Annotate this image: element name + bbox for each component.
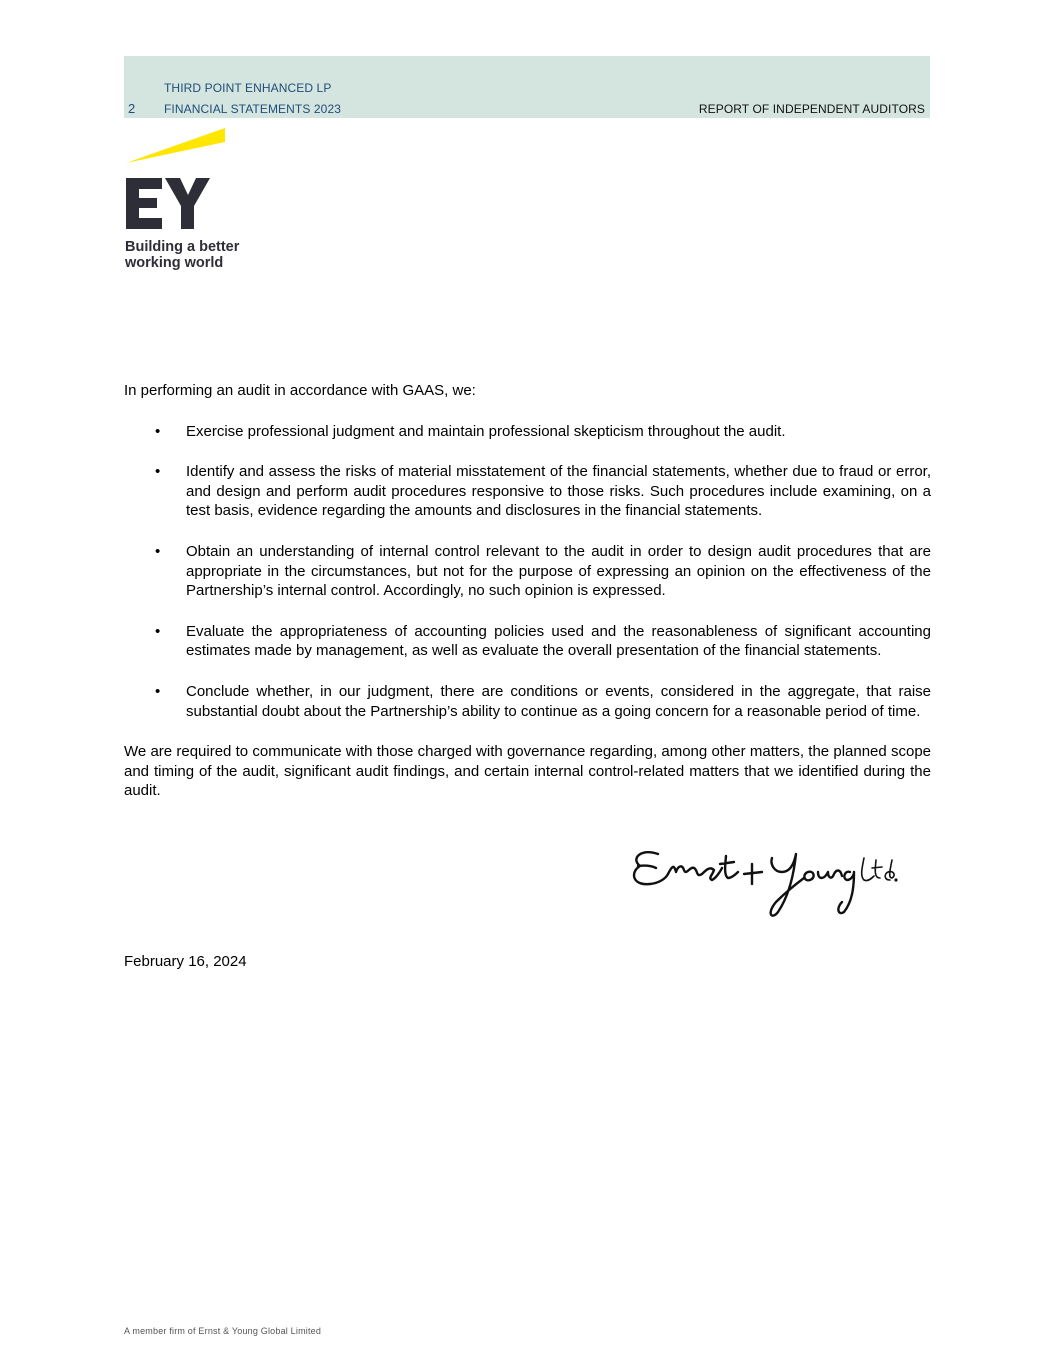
bullet-icon: •	[155, 463, 161, 481]
bullet-icon: •	[155, 622, 161, 640]
bullet-icon: •	[155, 422, 161, 440]
list-item	[124, 622, 931, 661]
closing-paragraph: We are required to communicate with those charged with governance regarding, among other matters, the planned scope and timing of the audit, significant audit findings, and certain internal control-related matters that we identified during the audit.	[124, 743, 931, 800]
list-item-text: Obtain an understanding of internal control relevant to the audit in order to design audit procedures that are appropriate in the circumstances, but not for the purpose of expressing an opinion on the effectiveness of the Partnership’s internal control. Accordingly, no such opinion is expressed.	[186, 542, 931, 600]
ey-logo-letters	[126, 178, 210, 229]
audit-responsibilities-list	[124, 422, 931, 722]
ey-logo-mark	[124, 126, 254, 232]
ey-logo	[124, 126, 264, 276]
page-footer: A member firm of Ernst & Young Global Limited	[124, 1326, 322, 1336]
list-item-text: Exercise professional judgment and maintain professional skepticism throughout the audit.	[186, 422, 786, 440]
signature-image	[628, 842, 900, 922]
intro-paragraph: In performing an audit in accordance with GAAS, we:	[124, 382, 476, 399]
list-item	[124, 682, 931, 721]
header-section-title: REPORT OF INDEPENDENT AUDITORS	[698, 102, 925, 116]
list-item-text: Evaluate the appropriateness of accounting policies used and the reasonableness of significant accounting estimates made by management, as well as evaluate the overall presentation of the financial statements.	[186, 622, 931, 660]
tagline-line-2: working world	[125, 255, 224, 271]
report-body	[124, 381, 931, 801]
list-item	[124, 422, 931, 442]
list-item-text: Identify and assess the risks of material misstatement of the financial statements, whether due to fraud or error, and design and perform audit procedures responsive to those risks. Such procedures include examining, on a test basis, evidence regarding the amounts and disclosures in the financial statements.	[186, 463, 931, 520]
ey-logo-accent-beam	[126, 128, 225, 163]
list-item	[124, 542, 931, 601]
report-date: February 16, 2024	[124, 953, 247, 970]
header-document-title: FINANCIAL STATEMENTS 2023	[164, 102, 341, 116]
ey-logo-tagline	[125, 239, 239, 271]
tagline-line-1: Building a better	[125, 239, 240, 255]
bullet-icon: •	[155, 682, 161, 700]
header-page-number: 2	[128, 101, 136, 116]
bullet-icon: •	[155, 542, 161, 560]
auditor-signature	[628, 842, 900, 922]
report-header	[124, 56, 930, 118]
header-company-name: THIRD POINT ENHANCED LP	[164, 81, 332, 95]
list-item	[124, 462, 931, 521]
list-item-text: Conclude whether, in our judgment, there are conditions or events, considered in the aggregate, that raise substantial doubt about the Partnership’s ability to continue as a going concern for a reasonable period of time.	[186, 682, 931, 720]
